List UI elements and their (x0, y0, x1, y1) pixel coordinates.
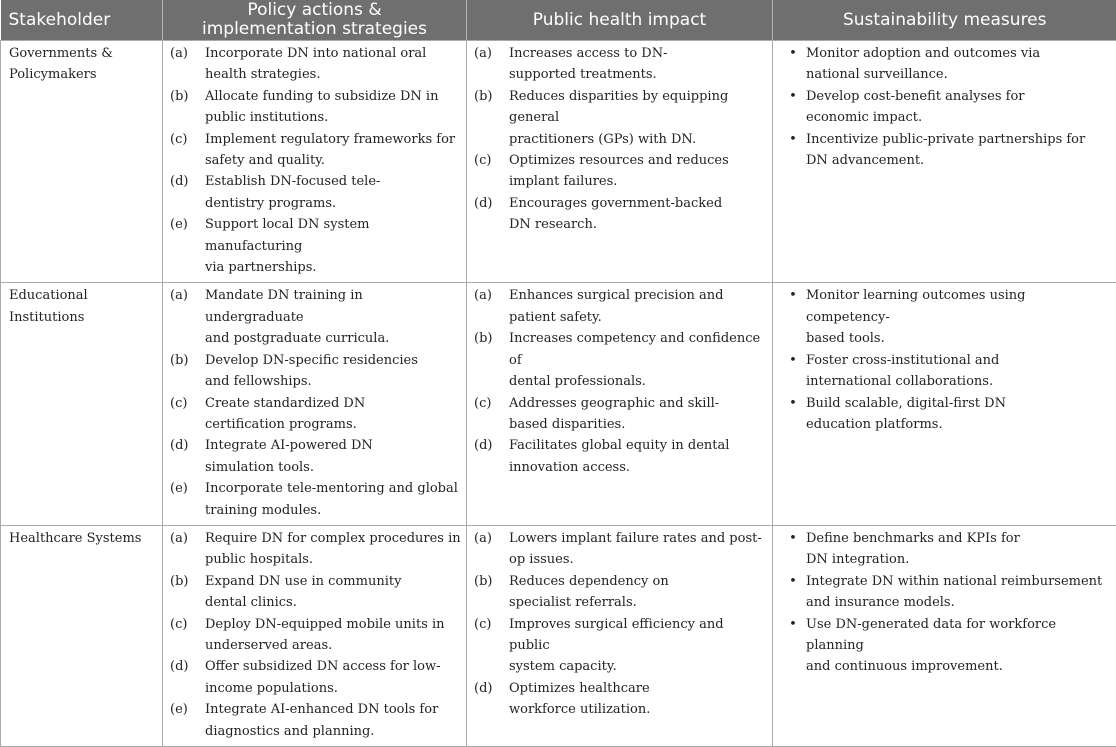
item-text-line: diagnostics and planning. (205, 721, 462, 742)
item-text (205, 350, 462, 393)
item-label: (d) (170, 656, 205, 699)
public-health-impact-cell (467, 283, 773, 525)
item-label: (d) (170, 435, 205, 478)
item-text (509, 614, 768, 678)
list-item (474, 328, 768, 392)
item-text (509, 285, 768, 328)
item-label: (b) (170, 571, 205, 614)
item-label: (c) (474, 614, 509, 678)
bullet-icon: • (780, 393, 806, 436)
item-text-line: Expand DN use in community (205, 571, 462, 592)
item-label: (b) (474, 328, 509, 392)
item-text-line: and continuous improvement. (806, 656, 1112, 677)
item-text-line: and postgraduate curricula. (205, 328, 462, 349)
header-sustainability-measures: Sustainability measures (773, 0, 1116, 41)
item-text (205, 614, 462, 657)
list-item (170, 129, 462, 172)
item-text (806, 129, 1112, 172)
item-label: (a) (474, 285, 509, 328)
item-text (509, 193, 768, 236)
item-label: (a) (474, 43, 509, 86)
item-text (509, 678, 768, 721)
item-text-line: dental professionals. (509, 371, 768, 392)
item-label: (d) (170, 171, 205, 214)
public-health-impact-cell (467, 41, 773, 283)
sustainability-cell (773, 525, 1116, 746)
item-text (205, 571, 462, 614)
item-text (806, 285, 1112, 349)
item-label: (b) (474, 571, 509, 614)
list-item (170, 699, 462, 742)
item-text-line: Support local DN system manufacturing (205, 214, 462, 257)
list-item (780, 571, 1112, 614)
item-label: (d) (474, 193, 509, 236)
item-text-line: DN advancement. (806, 150, 1112, 171)
item-text (806, 614, 1112, 678)
item-text-line: Monitor learning outcomes using competency- (806, 285, 1112, 328)
list-item (170, 171, 462, 214)
stakeholder-cell (1, 283, 163, 525)
item-text-line: Deploy DN-equipped mobile units in (205, 614, 462, 635)
list-item (170, 214, 462, 278)
item-text (205, 656, 462, 699)
item-label: (a) (474, 528, 509, 571)
item-text (205, 43, 462, 86)
item-label: (b) (474, 86, 509, 150)
item-text-line: patient safety. (509, 307, 768, 328)
sustainability-cell (773, 283, 1116, 525)
item-text-line: via partnerships. (205, 257, 462, 278)
item-label: (c) (170, 614, 205, 657)
item-text-line: public institutions. (205, 107, 462, 128)
bullet-icon: • (780, 129, 806, 172)
item-text-line: and insurance models. (806, 592, 1112, 613)
stakeholder-name-line: Institutions (9, 307, 158, 328)
item-text-line: Develop cost-benefit analyses for (806, 86, 1112, 107)
item-text (205, 129, 462, 172)
table-row (1, 283, 1116, 525)
list-item (170, 571, 462, 614)
item-text-line: income populations. (205, 678, 462, 699)
item-label: (e) (170, 478, 205, 521)
item-text (509, 328, 768, 392)
stakeholder-cell (1, 41, 163, 283)
item-text-line: innovation access. (509, 457, 768, 478)
bullet-icon: • (780, 350, 806, 393)
item-label: (e) (170, 214, 205, 278)
list-item (780, 43, 1112, 86)
item-text-line: Require DN for complex procedures in (205, 528, 462, 549)
item-text-line: Integrate AI-powered DN (205, 435, 462, 456)
item-text-line: Incentivize public-private partnerships for (806, 129, 1112, 150)
item-text-line: dental clinics. (205, 592, 462, 613)
item-text-line: Increases competency and confidence of (509, 328, 768, 371)
item-text-line: Use DN-generated data for workforce planning (806, 614, 1112, 657)
item-text (509, 528, 768, 571)
sustainability-cell (773, 41, 1116, 283)
list-item (474, 193, 768, 236)
item-text-line: and fellowships. (205, 371, 462, 392)
item-text (509, 435, 768, 478)
item-text-line: practitioners (GPs) with DN. (509, 129, 768, 150)
header-public-health-impact: Public health impact (467, 0, 773, 41)
item-text (205, 171, 462, 214)
list-item (780, 86, 1112, 129)
item-text-line: DN research. (509, 214, 768, 235)
stakeholder-cell (1, 525, 163, 746)
list-item (170, 435, 462, 478)
item-text-line: underserved areas. (205, 635, 462, 656)
item-text-line: Lowers implant failure rates and post- (509, 528, 768, 549)
item-text (509, 43, 768, 86)
item-text (509, 150, 768, 193)
item-text-line: based disparities. (509, 414, 768, 435)
item-text-line: Develop DN-specific residencies (205, 350, 462, 371)
stakeholder-name-line: Educational (9, 285, 158, 306)
list-item (474, 43, 768, 86)
item-text-line: op issues. (509, 549, 768, 570)
item-label: (c) (170, 393, 205, 436)
item-text (509, 571, 768, 614)
bullet-icon: • (780, 86, 806, 129)
item-text (205, 86, 462, 129)
item-text-line: certification programs. (205, 414, 462, 435)
item-text-line: specialist referrals. (509, 592, 768, 613)
item-text-line: based tools. (806, 328, 1112, 349)
list-item (474, 150, 768, 193)
public-health-impact-cell (467, 525, 773, 746)
item-text (205, 699, 462, 742)
item-text-line: Reduces disparities by equipping general (509, 86, 768, 129)
item-text-line: Implement regulatory frameworks for (205, 129, 462, 150)
list-item (474, 435, 768, 478)
item-text-line: system capacity. (509, 656, 768, 677)
header-stakeholder: Stakeholder (1, 0, 163, 41)
item-text-line: Optimizes resources and reduces (509, 150, 768, 171)
item-label: (a) (170, 528, 205, 571)
list-item (780, 350, 1112, 393)
item-text (806, 393, 1112, 436)
item-text (205, 214, 462, 278)
item-text (806, 43, 1112, 86)
bullet-icon: • (780, 43, 806, 86)
item-text-line: supported treatments. (509, 64, 768, 85)
stakeholder-name-line: Policymakers (9, 64, 158, 85)
item-text-line: international collaborations. (806, 371, 1112, 392)
item-text-line: simulation tools. (205, 457, 462, 478)
item-text (509, 86, 768, 150)
list-item (170, 43, 462, 86)
stakeholder-name-line: Healthcare Systems (9, 528, 158, 549)
item-text (205, 528, 462, 571)
item-text-line: Integrate DN within national reimbursement (806, 571, 1112, 592)
item-text-line: implant failures. (509, 171, 768, 192)
list-item (474, 528, 768, 571)
item-label: (a) (170, 285, 205, 349)
list-item (474, 678, 768, 721)
bullet-icon: • (780, 285, 806, 349)
list-item (780, 528, 1112, 571)
item-text-line: national surveillance. (806, 64, 1112, 85)
header-policy-line2: implementation strategies (202, 19, 427, 39)
item-text-line: training modules. (205, 500, 462, 521)
item-text-line: Establish DN-focused tele- (205, 171, 462, 192)
item-label: (c) (474, 393, 509, 436)
item-label: (d) (474, 678, 509, 721)
item-text-line: Monitor adoption and outcomes via (806, 43, 1112, 64)
list-item (780, 614, 1112, 678)
item-text-line: Build scalable, digital-first DN (806, 393, 1112, 414)
list-item (170, 285, 462, 349)
list-item (170, 656, 462, 699)
item-text-line: economic impact. (806, 107, 1112, 128)
item-text (205, 478, 462, 521)
item-text (205, 435, 462, 478)
item-text (806, 571, 1112, 614)
list-item (780, 393, 1112, 436)
item-text-line: Create standardized DN (205, 393, 462, 414)
stakeholder-name-line: Governments & (9, 43, 158, 64)
list-item (170, 86, 462, 129)
item-text-line: Mandate DN training in undergraduate (205, 285, 462, 328)
bullet-icon: • (780, 571, 806, 614)
item-text-line: DN integration. (806, 549, 1112, 570)
list-item (780, 129, 1112, 172)
header-policy-actions (163, 0, 467, 41)
item-label: (c) (474, 150, 509, 193)
list-item (474, 393, 768, 436)
list-item (474, 285, 768, 328)
list-item (170, 478, 462, 521)
item-text-line: Addresses geographic and skill- (509, 393, 768, 414)
item-label: (e) (170, 699, 205, 742)
list-item (170, 528, 462, 571)
bullet-icon: • (780, 528, 806, 571)
table-row (1, 41, 1116, 283)
list-item (170, 350, 462, 393)
item-label: (b) (170, 86, 205, 129)
item-text-line: Define benchmarks and KPIs for (806, 528, 1112, 549)
item-text-line: education platforms. (806, 414, 1112, 435)
item-text-line: Incorporate DN into national oral (205, 43, 462, 64)
header-policy-line1: Policy actions & (247, 0, 381, 20)
item-text (205, 285, 462, 349)
item-text-line: dentistry programs. (205, 193, 462, 214)
item-text-line: Increases access to DN- (509, 43, 768, 64)
item-label: (d) (474, 435, 509, 478)
item-text (509, 393, 768, 436)
item-label: (b) (170, 350, 205, 393)
item-text-line: Reduces dependency on (509, 571, 768, 592)
list-item (170, 614, 462, 657)
list-item (170, 393, 462, 436)
item-text-line: Integrate AI-enhanced DN tools for (205, 699, 462, 720)
item-text-line: safety and quality. (205, 150, 462, 171)
list-item (474, 86, 768, 150)
item-text (806, 528, 1112, 571)
item-text (806, 86, 1112, 129)
item-text-line: health strategies. (205, 64, 462, 85)
item-text-line: public hospitals. (205, 549, 462, 570)
item-text-line: Enhances surgical precision and (509, 285, 768, 306)
item-text-line: Improves surgical efficiency and public (509, 614, 768, 657)
item-text-line: Facilitates global equity in dental (509, 435, 768, 456)
item-text-line: Allocate funding to subsidize DN in (205, 86, 462, 107)
header-row (1, 0, 1116, 41)
item-text-line: Optimizes healthcare (509, 678, 768, 699)
item-text-line: workforce utilization. (509, 699, 768, 720)
policy-actions-cell (163, 41, 467, 283)
bullet-icon: • (780, 614, 806, 678)
list-item (474, 571, 768, 614)
table-row (1, 525, 1116, 746)
item-text-line: Offer subsidized DN access for low- (205, 656, 462, 677)
item-text (806, 350, 1112, 393)
policy-actions-cell (163, 525, 467, 746)
list-item (780, 285, 1112, 349)
item-text-line: Encourages government-backed (509, 193, 768, 214)
item-label: (c) (170, 129, 205, 172)
policy-actions-cell (163, 283, 467, 525)
item-text (205, 393, 462, 436)
item-text-line: Incorporate tele-mentoring and global (205, 478, 462, 499)
item-text-line: Foster cross-institutional and (806, 350, 1112, 371)
item-label: (a) (170, 43, 205, 86)
list-item (474, 614, 768, 678)
